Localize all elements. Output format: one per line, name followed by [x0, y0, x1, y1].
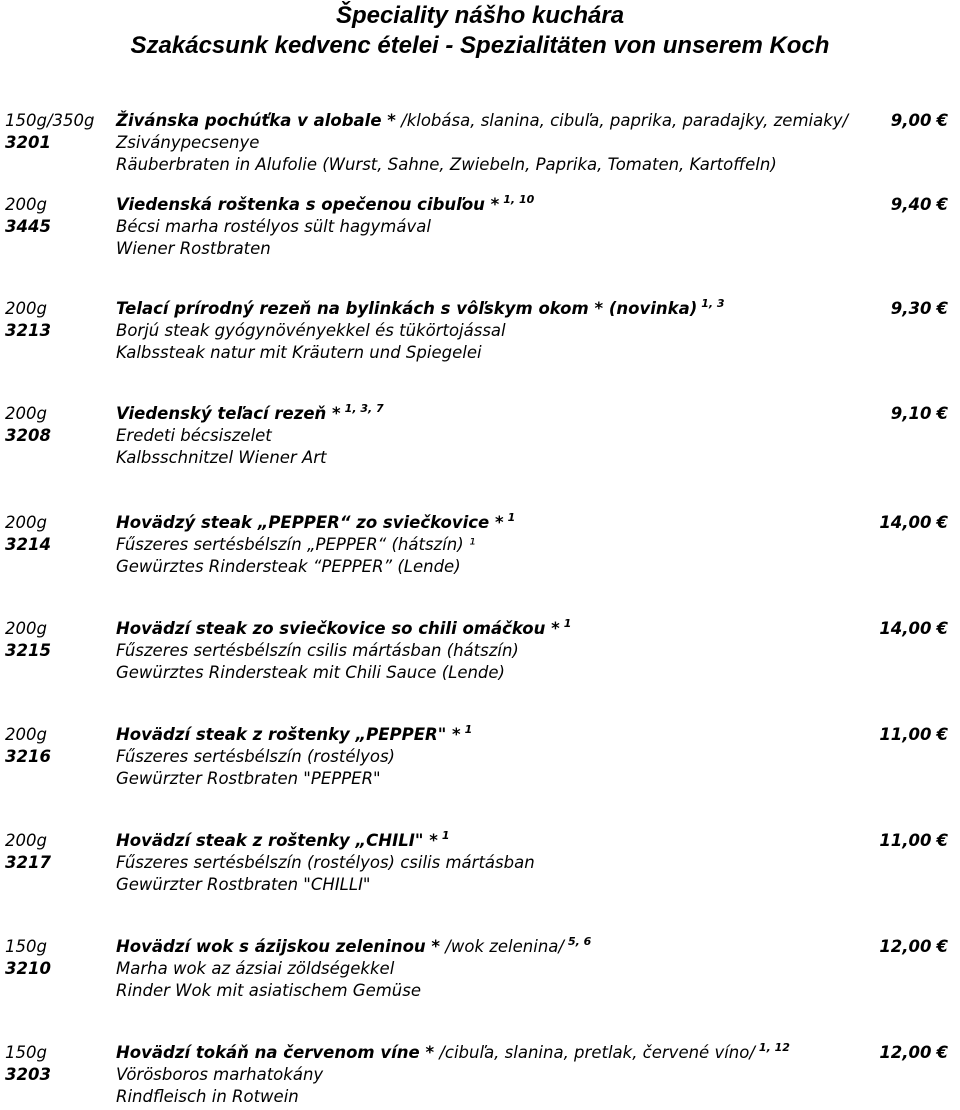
item-name-sk	[116, 725, 472, 744]
item-name-extra: /cibuľa, slanina, pretlak, červené víno/	[434, 1043, 755, 1062]
item-weight: 150g	[5, 1043, 47, 1062]
allergen-marks: 1	[507, 511, 516, 524]
price-value: 12,00	[879, 1043, 932, 1062]
item-weight: 200g	[5, 299, 47, 318]
item-name-main: Hovädzí tokáň na červenom víne *	[116, 1043, 435, 1062]
item-weight: 200g	[5, 619, 47, 638]
item-name-de: Kalbsschnitzel Wiener Art	[116, 448, 327, 467]
item-code: 3201	[5, 133, 51, 152]
item-name-de: Gewürzter Rostbraten "CHILLI"	[116, 875, 371, 894]
euro-icon: €	[936, 513, 948, 532]
page-title: Špeciality nášho kuchára	[335, 2, 625, 29]
item-weight: 200g	[5, 404, 47, 423]
item-name-main: Živánska pochúťka v alobale *	[116, 111, 396, 130]
item-name-de: Wiener Rostbraten	[116, 239, 271, 258]
allergen-marks: 5, 6	[567, 935, 592, 948]
allergen-marks: 1, 10	[503, 193, 535, 206]
euro-icon: €	[936, 111, 948, 130]
item-name-sk	[116, 404, 384, 423]
euro-icon: €	[936, 831, 948, 850]
item-name-main: Viedenský teľací rezeň *	[116, 404, 341, 423]
item-name-de: Räuberbraten in Alufolie (Wurst, Sahne, Zwiebeln, Paprika, Tomaten, Kartoffeln)	[116, 155, 777, 174]
euro-icon: €	[936, 195, 948, 214]
item-name-de: Gewürzter Rostbraten "PEPPER"	[116, 769, 381, 788]
item-name-sk	[116, 111, 852, 130]
item-code: 3214	[5, 535, 51, 554]
item-price	[879, 619, 948, 638]
item-price	[891, 404, 948, 423]
item-weight: 200g	[5, 513, 47, 532]
allergen-marks: 1, 3	[701, 297, 725, 310]
item-name-hu: Eredeti bécsiszelet	[116, 426, 272, 445]
item-price	[879, 831, 948, 850]
item-name-extra: /klobása, slanina, cibuľa, paprika, paradajky, zemiaky/	[395, 111, 849, 130]
euro-icon: €	[936, 937, 948, 956]
item-code: 3210	[5, 959, 51, 978]
euro-icon: €	[936, 299, 948, 318]
item-name-main: Hovädzí wok s ázijskou zeleninou *	[116, 937, 441, 956]
item-code: 3215	[5, 641, 51, 660]
price-value: 12,00	[879, 937, 932, 956]
item-weight: 150g	[5, 937, 47, 956]
item-name-main: Hovädzí steak z roštenky „CHILI" *	[116, 831, 438, 850]
price-value: 14,00	[879, 513, 932, 532]
allergen-marks: 1	[464, 723, 473, 736]
item-name-de: Rindfleisch in Rotwein	[116, 1087, 299, 1106]
item-name-main: Hovädzí steak zo sviečkovice so chili omáčkou *	[116, 619, 560, 638]
item-price	[879, 937, 948, 956]
item-name-extra: /wok zelenina/	[440, 937, 564, 956]
item-name-sk	[116, 299, 725, 318]
item-name-main: Hovädzý steak „PEPPER“ zo sviečkovice *	[116, 513, 504, 532]
allergen-marks: 1	[441, 829, 450, 842]
euro-icon: €	[936, 619, 948, 638]
item-price	[891, 195, 948, 214]
price-value: 11,00	[879, 725, 932, 744]
item-name-de: Gewürztes Rindersteak “PEPPER” (Lende)	[116, 557, 461, 576]
allergen-marks: 1, 12	[758, 1041, 790, 1054]
price-value: 11,00	[879, 831, 932, 850]
item-price	[879, 1043, 948, 1062]
item-name-sk	[116, 619, 571, 638]
item-name-hu: Marha wok az ázsiai zöldségekkel	[116, 959, 395, 978]
item-name-hu: Fűszeres sertésbélszín csilis mártásban (hátszín)	[116, 641, 519, 660]
item-weight: 150g/350g	[5, 111, 95, 130]
item-code: 3216	[5, 747, 51, 766]
item-weight: 200g	[5, 725, 47, 744]
price-value: 9,10	[890, 404, 932, 423]
item-name-hu: Fűszeres sertésbélszín (rostélyos) csilis mártásban	[116, 853, 535, 872]
price-value: 9,40	[890, 195, 932, 214]
item-price	[879, 513, 948, 532]
item-code: 3208	[5, 426, 51, 445]
euro-icon: €	[936, 404, 948, 423]
item-name-sk	[116, 195, 534, 214]
price-value: 9,30	[890, 299, 932, 318]
item-code: 3445	[5, 217, 51, 236]
item-name-main: Viedenská roštenka s opečenou cibuľou *	[116, 195, 500, 214]
price-value: 14,00	[879, 619, 932, 638]
item-code: 3217	[5, 853, 51, 872]
item-name-hu: Borjú steak gyógynövényekkel és tükörtojással	[116, 321, 506, 340]
item-name-hu: Bécsi marha rostélyos sült hagymával	[116, 217, 431, 236]
item-name-de: Rinder Wok mit asiatischem Gemüse	[116, 981, 422, 1000]
euro-icon: €	[936, 725, 948, 744]
item-name-main: Telací prírodný rezeň na bylinkách s vôľskym okom * (novinka)	[116, 299, 698, 318]
item-code: 3213	[5, 321, 51, 340]
item-weight: 200g	[5, 831, 47, 850]
allergen-marks: 1, 3, 7	[344, 402, 384, 415]
euro-icon: €	[936, 1043, 948, 1062]
item-name-sk	[116, 513, 515, 532]
item-name-hu: Zsiványpecsenye	[116, 133, 260, 152]
allergen-marks: 1	[563, 617, 572, 630]
item-code: 3203	[5, 1065, 51, 1084]
item-name-de: Kalbssteak natur mit Kräutern und Spiegelei	[116, 343, 482, 362]
item-name-sk	[116, 937, 591, 956]
item-name-hu: Fűszeres sertésbélszín „PEPPER“ (hátszín) ¹	[116, 535, 476, 554]
page-subtitle: Szakácsunk kedvenc ételei - Spezialitäten von unserem Koch	[130, 32, 830, 59]
item-weight: 200g	[5, 195, 47, 214]
item-name-hu: Vörösboros marhatokány	[116, 1065, 324, 1084]
item-name-de: Gewürztes Rindersteak mit Chili Sauce (Lende)	[116, 663, 505, 682]
item-price	[879, 725, 948, 744]
item-price	[891, 299, 948, 318]
price-value: 9,00	[890, 111, 932, 130]
item-name-hu: Fűszeres sertésbélszín (rostélyos)	[116, 747, 395, 766]
item-name-sk	[116, 1043, 790, 1062]
item-price	[891, 111, 948, 130]
item-name-main: Hovädzí steak z roštenky „PEPPER" *	[116, 725, 461, 744]
item-name-sk	[116, 831, 450, 850]
